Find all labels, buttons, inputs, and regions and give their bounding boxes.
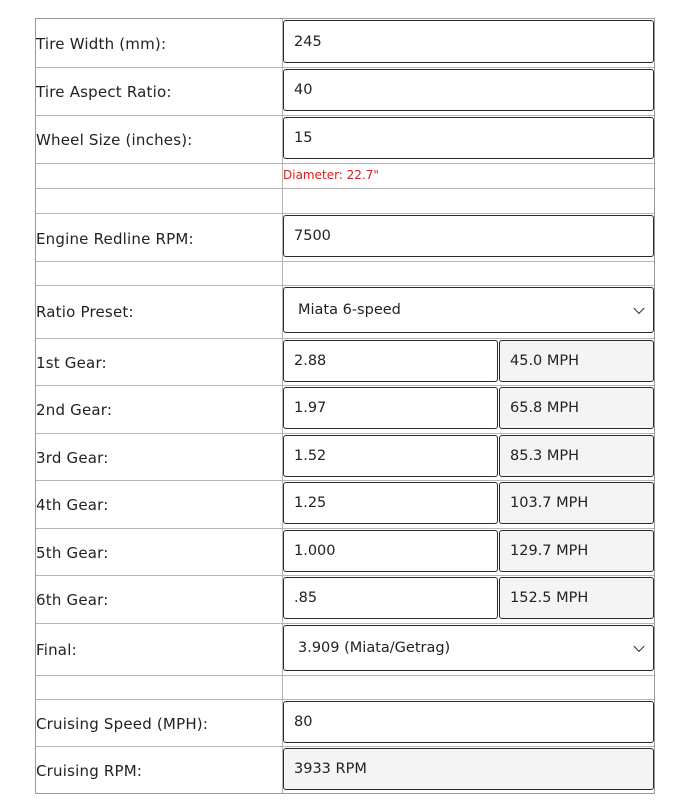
spacer-row bbox=[36, 262, 654, 286]
chevron-down-icon bbox=[633, 641, 644, 652]
gear-row bbox=[36, 339, 654, 386]
gear-speed-output: 85.3 MPH bbox=[499, 435, 654, 477]
gear-label: 4th Gear: bbox=[36, 496, 109, 514]
gear-row bbox=[36, 576, 654, 624]
ratio-preset-value: Miata 6-speed bbox=[298, 302, 401, 318]
gear-calculator-form bbox=[35, 18, 655, 794]
gear-speed-output: 152.5 MPH bbox=[499, 577, 654, 619]
gear-speed-output: 129.7 MPH bbox=[499, 530, 654, 572]
gear-ratio-input[interactable]: 1.000 bbox=[283, 530, 498, 572]
diameter-text: Diameter: 22.7" bbox=[283, 168, 379, 182]
final-drive-label: Final: bbox=[36, 641, 77, 659]
cruise-speed-input[interactable]: 80 bbox=[283, 701, 654, 743]
gear-row bbox=[36, 529, 654, 576]
gear-ratio-input[interactable]: 1.97 bbox=[283, 387, 498, 429]
wheel-size-label: Wheel Size (inches): bbox=[36, 131, 193, 149]
final-drive-row bbox=[36, 624, 654, 676]
redline-label: Engine Redline RPM: bbox=[36, 230, 194, 248]
tire-aspect-label: Tire Aspect Ratio: bbox=[36, 83, 172, 101]
ratio-preset-row bbox=[36, 286, 654, 339]
tire-aspect-row bbox=[36, 68, 654, 116]
gear-row bbox=[36, 434, 654, 481]
cruise-speed-label: Cruising Speed (MPH): bbox=[36, 715, 209, 733]
wheel-size-input[interactable]: 15 bbox=[283, 117, 654, 159]
cruise-rpm-row bbox=[36, 747, 654, 793]
diameter-row bbox=[36, 164, 654, 189]
gear-label: 3rd Gear: bbox=[36, 449, 109, 467]
gear-ratio-input[interactable]: 1.52 bbox=[283, 435, 498, 477]
gear-speed-output: 45.0 MPH bbox=[499, 340, 654, 382]
gear-label: 2nd Gear: bbox=[36, 401, 113, 419]
gear-ratio-input[interactable]: .85 bbox=[283, 577, 498, 619]
ratio-preset-select[interactable] bbox=[283, 287, 654, 333]
chevron-down-icon bbox=[633, 303, 644, 314]
gear-speed-output: 103.7 MPH bbox=[499, 482, 654, 524]
gear-label: 1st Gear: bbox=[36, 354, 107, 372]
final-drive-value: 3.909 (Miata/Getrag) bbox=[298, 640, 451, 656]
gear-label: 5th Gear: bbox=[36, 544, 109, 562]
spacer-row bbox=[36, 676, 654, 700]
redline-input[interactable]: 7500 bbox=[283, 215, 654, 257]
spacer-row bbox=[36, 189, 654, 214]
gear-row bbox=[36, 386, 654, 434]
gear-label: 6th Gear: bbox=[36, 591, 109, 609]
final-drive-select[interactable] bbox=[283, 625, 654, 671]
redline-row bbox=[36, 214, 654, 262]
tire-aspect-input[interactable]: 40 bbox=[283, 69, 654, 111]
tire-width-label: Tire Width (mm): bbox=[36, 35, 167, 53]
gear-row bbox=[36, 481, 654, 529]
tire-width-input[interactable]: 245 bbox=[283, 20, 654, 63]
cruise-speed-row bbox=[36, 700, 654, 747]
tire-width-row bbox=[36, 19, 654, 68]
gear-ratio-input[interactable]: 1.25 bbox=[283, 482, 498, 524]
gear-ratio-input[interactable]: 2.88 bbox=[283, 340, 498, 382]
ratio-preset-label: Ratio Preset: bbox=[36, 303, 134, 321]
cruise-rpm-label: Cruising RPM: bbox=[36, 762, 143, 780]
wheel-size-row bbox=[36, 116, 654, 164]
cruise-rpm-output: 3933 RPM bbox=[283, 748, 654, 790]
gear-speed-output: 65.8 MPH bbox=[499, 387, 654, 429]
